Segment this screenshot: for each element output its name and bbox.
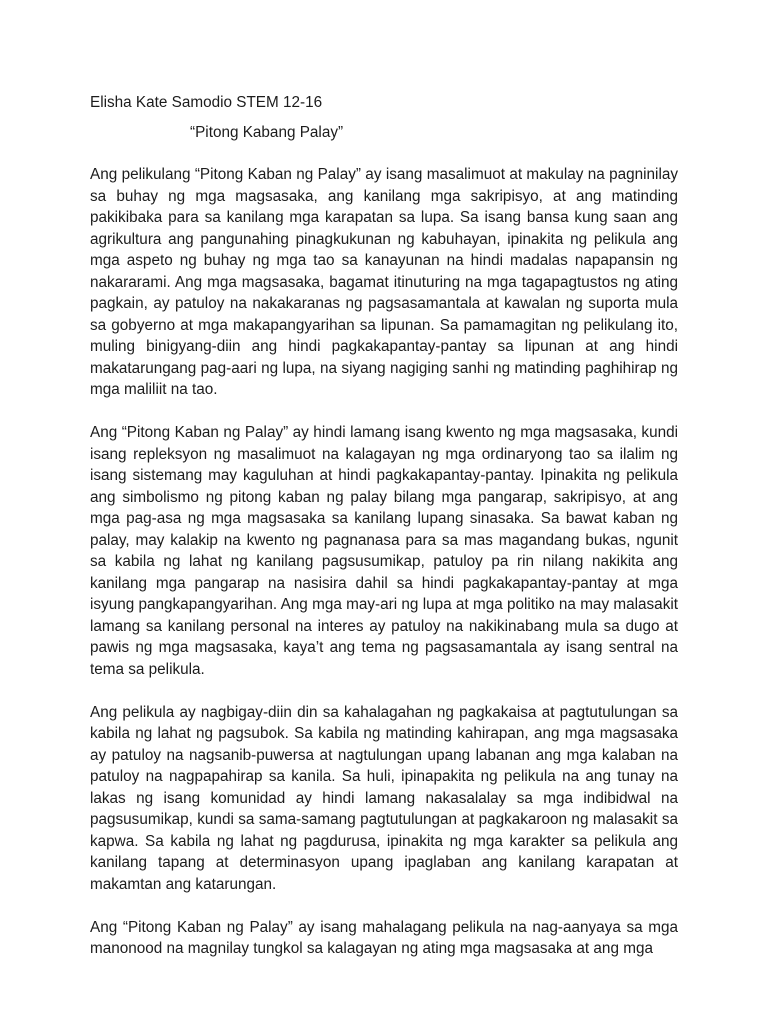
essay-title: “Pitong Kabang Palay” <box>190 123 344 141</box>
paragraph: Ang “Pitong Kaban ng Palay” ay hindi lamang isang kwento ng mga magsasaka, kundi isang repleksyon ng masalimuot na kalagayan ng mga ordinaryong tao sa ilalim ng isang sistemang may kaguluhan at hindi pagkakapantay-pantay. Ipinakita ng pelikula ang simbolismo ng pitong kaban ng palay bilang mga pangarap, sakripisyo, at ang mga pag-asa ng mga magsasaka sa kanilang lupang sinasaka. Sa bawat kaban ng palay, may kalakip na kwento ng pagnanasa para sa mas magandang bukas, ngunit sa kabila ng lahat ng kanilang pagsusumikap, patuloy pa rin nilang nakikita ang kanilang mga pangarap na nasisira dahil sa hindi pagkakapantay-pantay at mga isyung pangkapangyarihan. Ang mga may-ari ng lupa at mga politiko na may malasakit lamang sa kanilang personal na interes ay patuloy na nakikinabang mula sa dugo at pawis ng mga magsasaka, kaya’t ang tema ng pagsasamantala ay isang sentral na tema sa pelikula. <box>90 424 678 678</box>
paragraph: Ang “Pitong Kaban ng Palay” ay isang mahalagang pelikula na nag-aanyaya sa mga manonood na magnilay tungkol sa kalagayan ng ating mga magsasaka at ang mga <box>90 918 678 957</box>
author-line: Elisha Kate Samodio STEM 12-16 <box>90 94 323 111</box>
paragraph: Ang pelikula ay nagbigay-diin din sa kahalagahan ng pagkakaisa at pagtutulungan sa kabila ng lahat ng pagsubok. Sa kabila ng matinding kahirapan, ang mga magsasaka ay patuloy na nagsanib-puwersa at nagtulungan upang labanan ang mga kalaban na patuloy na nagpapahirap sa kanila. Sa huli, ipinapakita ng pelikula na ang tunay na lakas ng isang komunidad ay hindi lamang nakasalalay sa mga indibidwal na pagsusumikap, kundi sa sama-samang pagtutulungan at pagkakaroon ng malasakit sa kapwa. Sa kabila ng lahat ng pagdurusa, ipinakita ng mga karakter sa pelikula ang kanilang tapang at determinasyon upang ipaglaban ang kanilang karapatan at makamtan ang katarungan. <box>90 703 678 893</box>
paragraph: Ang pelikulang “Pitong Kaban ng Palay” ay isang masalimuot at makulay na pagninilay sa buhay ng mga magsasaka, ang kanilang mga sakripisyo, at ang matinding pakikibaka para sa kanilang mga karapatan sa lupa. Sa isang bansa kung saan ang agrikultura ang pangunahing pinagkukunan ng kabuhayan, ipinakita ng pelikula ang mga aspeto ng buhay ng mga tao sa kanayunan na hindi madalas napapansin ng nakararami. Ang mga magsasaka, bagamat itinuturing na mga tagapagtustos ng ating pagkain, ay patuloy na nakakaranas ng pagsasamantala at kawalan ng suporta mula sa gobyerno at mga makapangyarihan sa lipunan. Sa pamamagitan ng pelikulang ito, muling binigyang-diin ang hindi pagkakapantay-pantay sa lipunan at ang hindi makatarungang pag-aari ng lupa, na siyang nagiging sanhi ng matinding paghihirap ng mga maliliit na tao. <box>90 166 678 398</box>
document-body <box>90 92 678 981</box>
